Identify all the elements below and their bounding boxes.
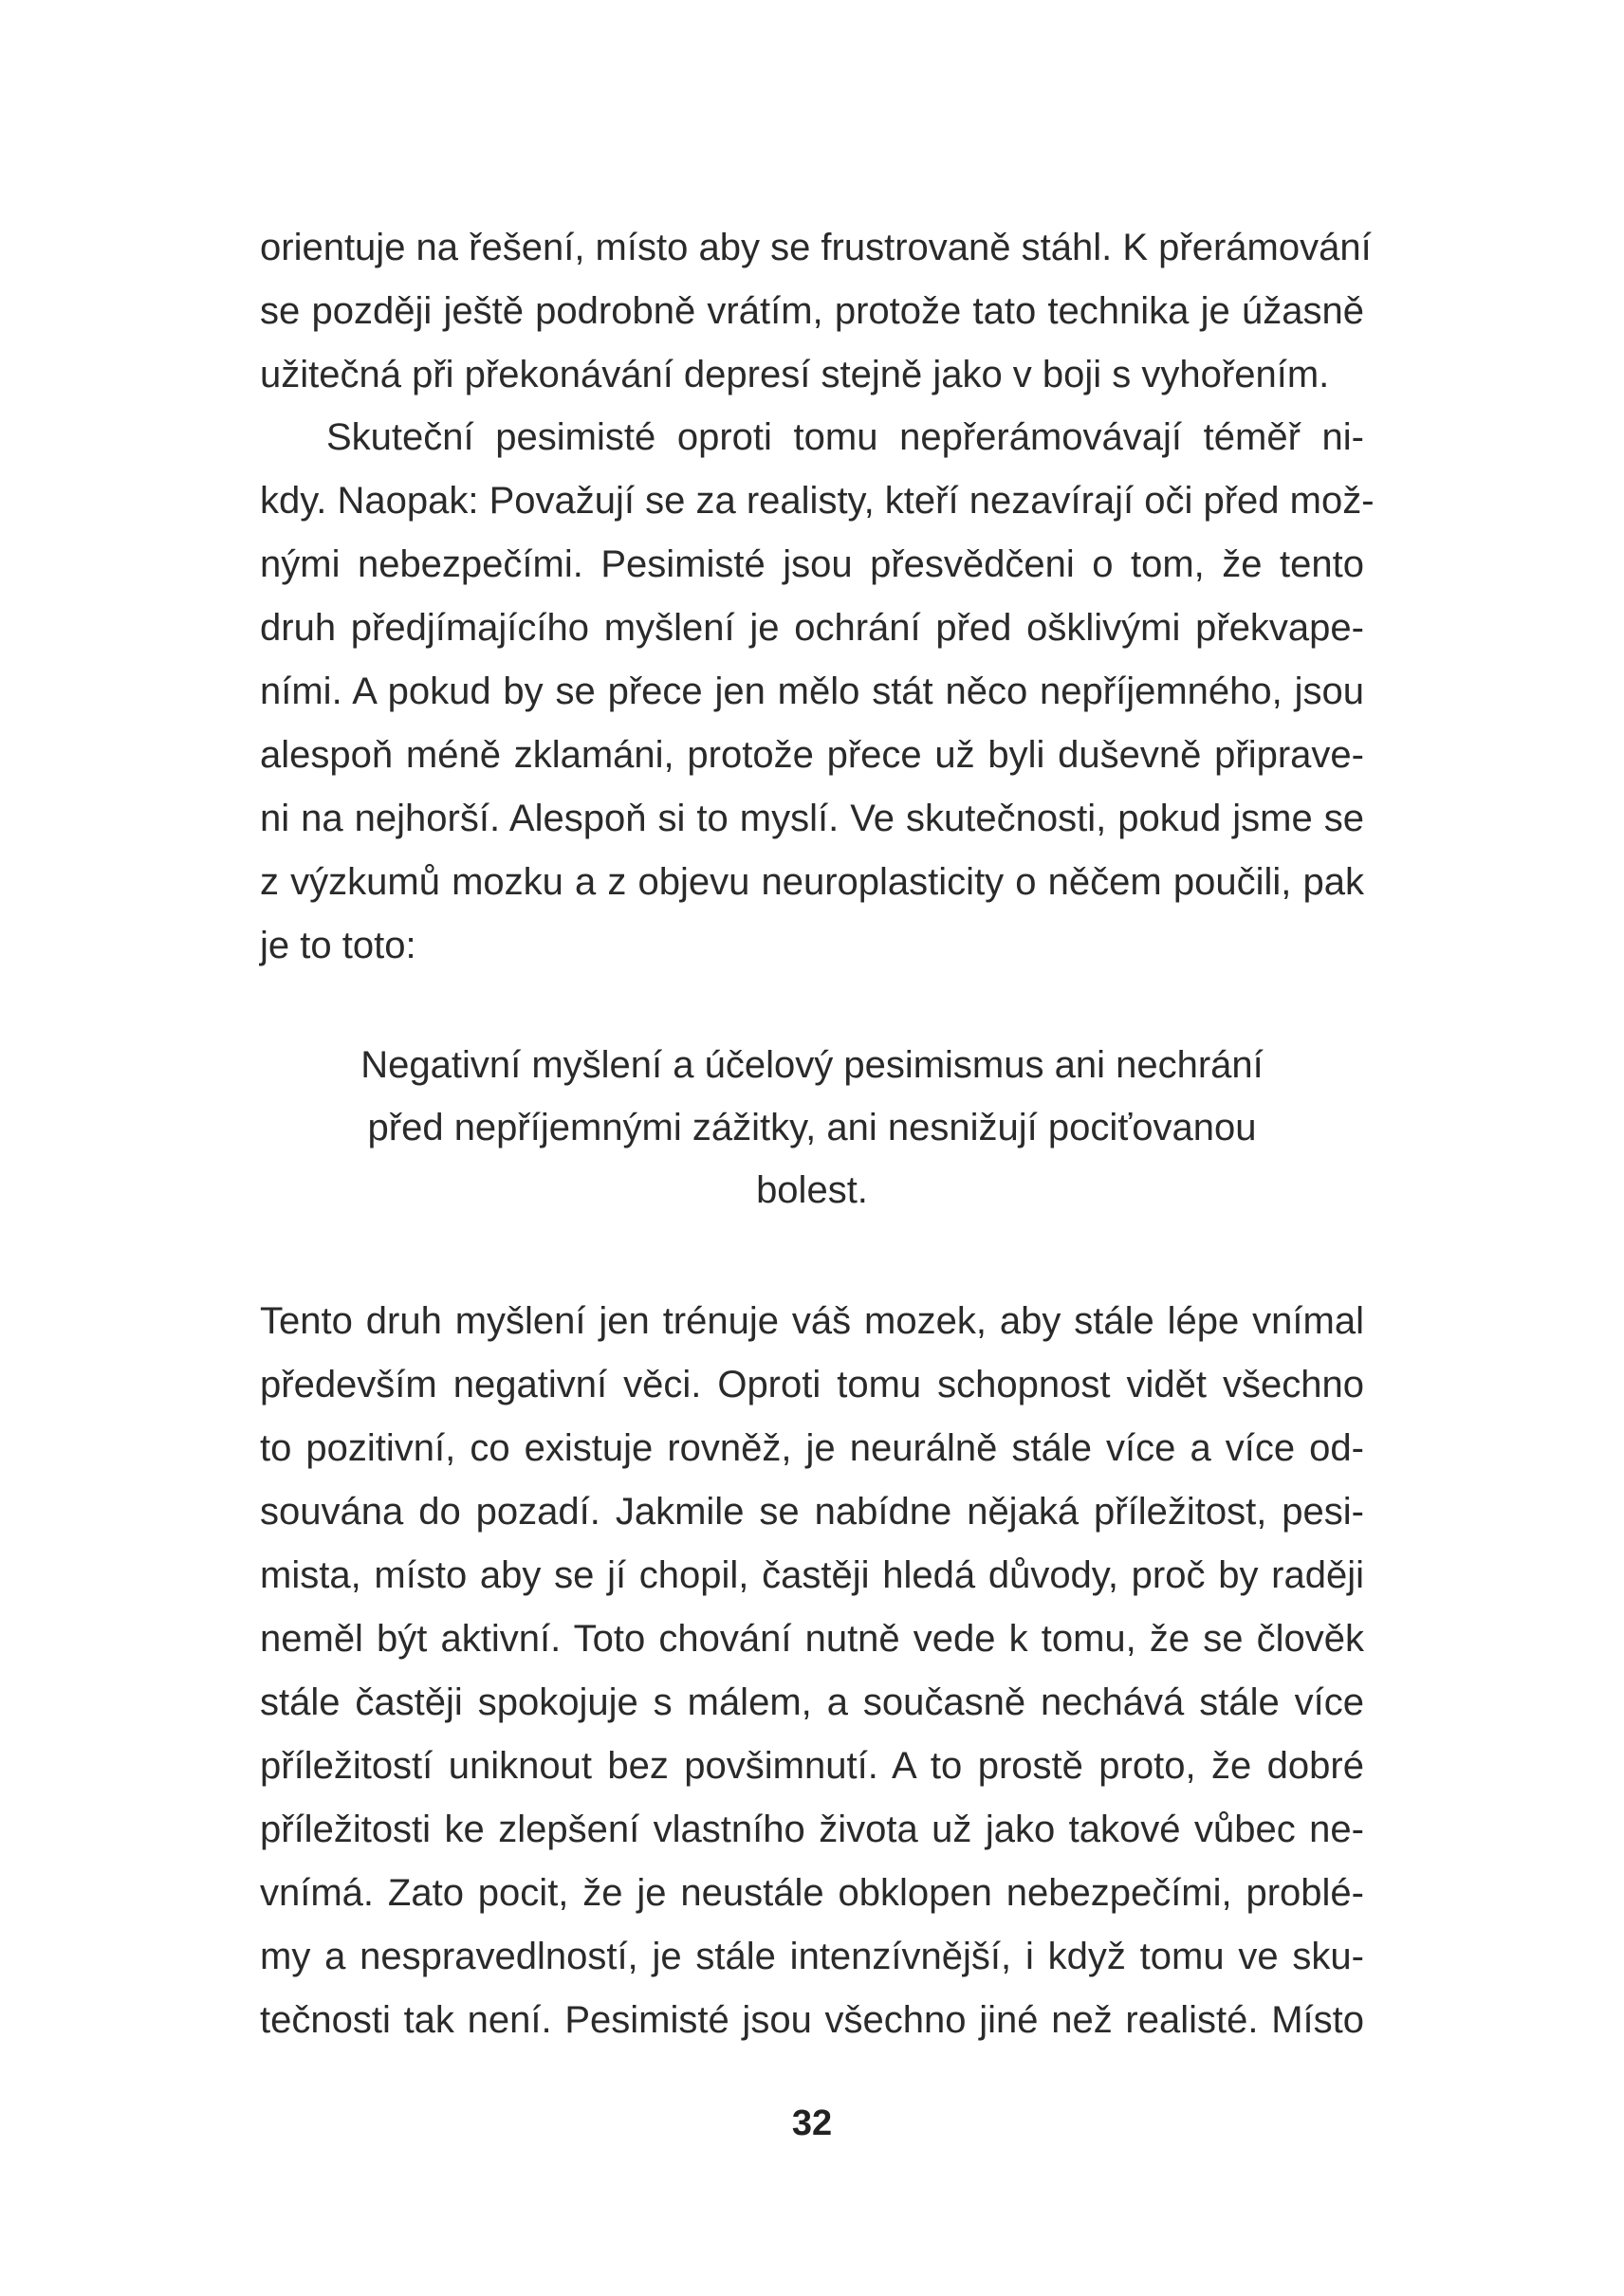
text-line: je to toto:	[260, 925, 416, 966]
text-line: alespoň méně zklamáni, protože přece už byli duševně připrave-	[260, 734, 1364, 776]
text-line: souvána do pozadí. Jakmile se nabídne nějaká příležitost, pesi-	[260, 1491, 1364, 1533]
text-line: Skuteční pesimisté oproti tomu nepřerámovávají téměř ni-	[326, 416, 1364, 458]
text-line: z výzkumů mozku a z objevu neuroplasticity o něčem poučili, pak	[260, 861, 1364, 903]
text-line: my a nespravedlností, je stále intenzívnější, i když tomu ve sku-	[260, 1936, 1364, 1977]
page-number: 32	[791, 2103, 833, 2143]
text-line: ními. A pokud by se přece jen mělo stát něco nepříjemného, jsou	[260, 670, 1364, 712]
text-line: stále častěji spokojuje s málem, a současně nechává stále více	[260, 1681, 1364, 1723]
text-line: Tento druh myšlení jen trénuje váš mozek, aby stále lépe vnímal	[260, 1300, 1364, 1342]
text-line: orientuje na řešení, místo aby se frustrovaně stáhl. K přerámování	[260, 227, 1372, 268]
text-line: užitečná při překonávání depresí stejně jako v boji s vyhořením.	[260, 354, 1330, 395]
text-line: kdy. Naopak: Považují se za realisty, kteří nezavírají oči před mož-	[260, 480, 1375, 522]
paragraph-negative-thinking	[260, 1290, 1364, 2052]
paragraph-continuation	[260, 216, 1372, 407]
text-line: příležitostí uniknout bez povšimnutí. A to prostě proto, že dobré	[260, 1745, 1364, 1787]
text-line: mista, místo aby se jí chopil, častěji hledá důvody, proč by raději	[260, 1554, 1364, 1596]
text-line: především negativní věci. Oproti tomu schopnost vidět všechno	[260, 1364, 1364, 1405]
text-line: neměl být aktivní. Toto chování nutně vede k tomu, že se člověk	[260, 1618, 1364, 1660]
text-line: to pozitivní, co existuje rovněž, je neurálně stále více a více od-	[260, 1427, 1364, 1469]
quote-line: Negativní myšlení a účelový pesimismus ani nechrání	[360, 1044, 1264, 1086]
text-line: vnímá. Zato pocit, že je neustále obklopen nebezpečími, problé-	[260, 1872, 1364, 1914]
text-line: druh předjímajícího myšlení je ochrání před ošklivými překvape-	[260, 607, 1364, 649]
text-line: ni na nejhorší. Alespoň si to myslí. Ve skutečnosti, pokud jsme se	[260, 798, 1364, 839]
quote-line: bolest.	[756, 1169, 868, 1211]
text-line: příležitosti ke zlepšení vlastního života už jako takové vůbec ne-	[260, 1809, 1364, 1850]
highlighted-quote	[260, 1034, 1364, 1221]
text-line: tečnosti tak není. Pesimisté jsou všechno jiné než realisté. Místo	[260, 1999, 1364, 2041]
quote-line: před nepříjemnými zážitky, ani nesnižují pociťovanou	[367, 1107, 1257, 1148]
text-line: se později ještě podrobně vrátím, protože tato technika je úžasně	[260, 290, 1364, 332]
text-line: nými nebezpečími. Pesimisté jsou přesvědčeni o tom, že tento	[260, 543, 1364, 585]
paragraph-pessimists	[260, 406, 1375, 978]
